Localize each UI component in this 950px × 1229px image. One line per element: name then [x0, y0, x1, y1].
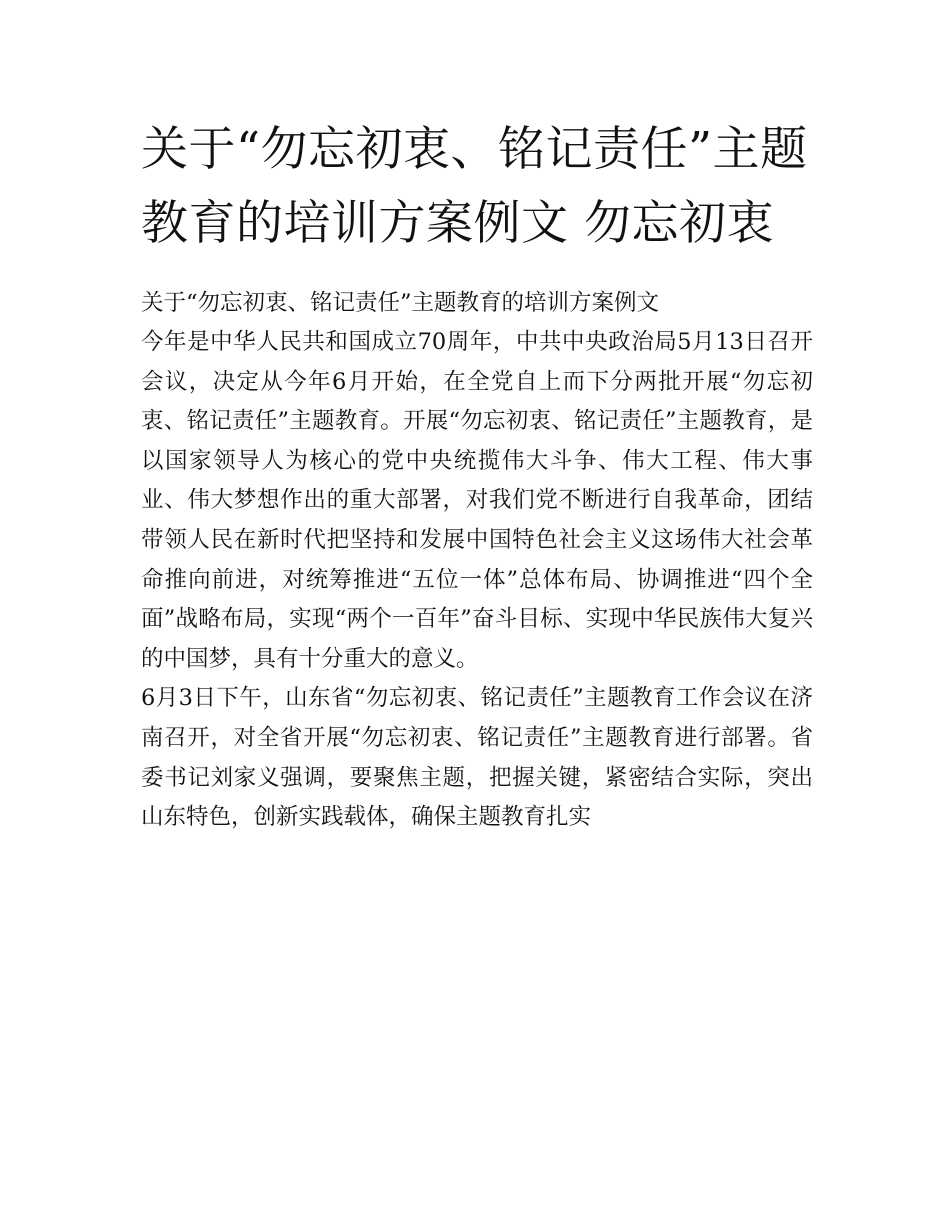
document-subtitle: 关于“勿忘初衷、铭记责任”主题教育的培训方案例文 — [141, 290, 660, 316]
paragraph-2: 6月3日下午，山东省“勿忘初衷、铭记责任”主题教育工作会议在济南召开，对全省开展“勿忘初衷、铭记责任”主题教育进行部署。省委书记刘家义强调，要聚焦主题，把握关键，紧密结合实际，突出山东特色，创新实践载体，确保主题教育扎实 — [141, 685, 813, 831]
paragraph-1: 今年是中华人民共和国成立70周年，中共中央政治局5月13日召开会议，决定从今年6月开始，在全党自上而下分两批开展“勿忘初衷、铭记责任”主题教育。开展“勿忘初衷、铭记责任”主题教育，是以国家领导人为核心的党中央统揽伟大斗争、伟大工程、伟大事业、伟大梦想作出的重大部署，对我们党不断进行自我革命，团结带领人民在新时代把坚持和发展中国特色社会主义这场伟大社会革命推向前进，对统筹推进“五位一体”总体布局、协调推进“四个全面”战略布局，实现“两个一百年”奋斗目标、实现中华民族伟大复兴的中国梦，具有十分重大的意义。 — [141, 329, 813, 672]
document-body — [141, 113, 813, 838]
document-title: 关于“勿忘初衷、铭记责任”主题教育的培训方案例文 勿忘初衷 — [141, 122, 808, 251]
